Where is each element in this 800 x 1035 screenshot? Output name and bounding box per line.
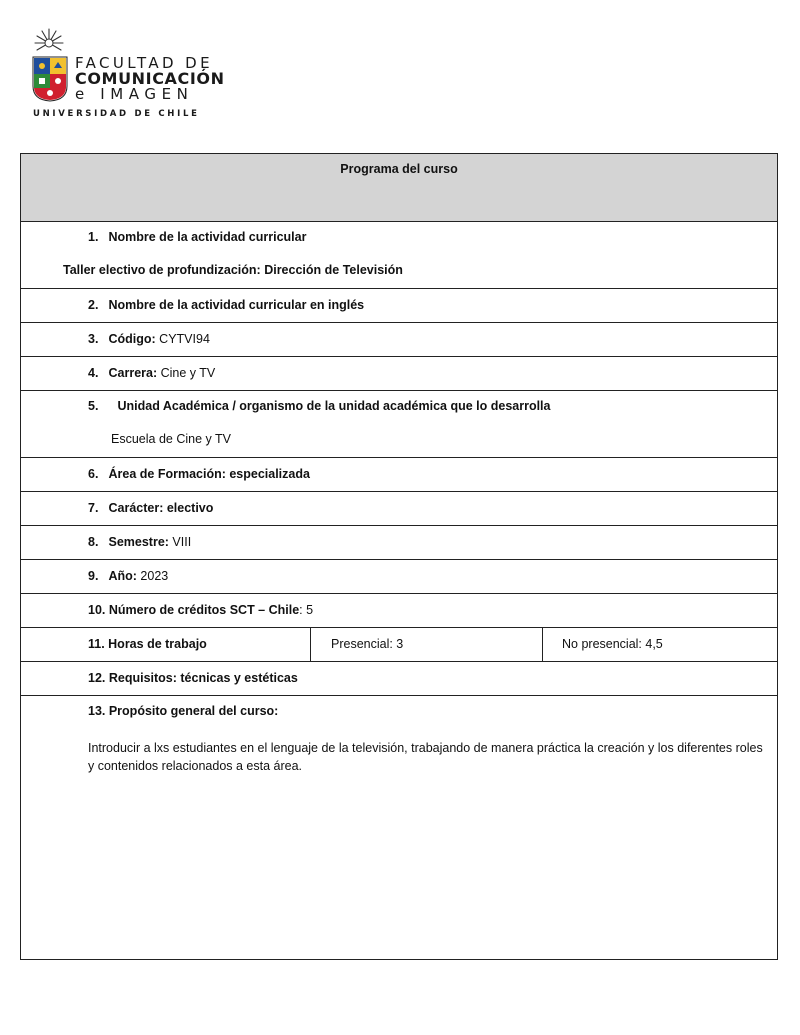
item-number: 6. <box>88 467 99 481</box>
logo-line-image: e IMAGEN <box>75 85 194 103</box>
item-label: Carácter: electivo <box>108 501 214 515</box>
item-label: Nombre de la actividad curricular <box>108 230 307 244</box>
no-presencial-hours: No presencial: 4,5 <box>562 637 663 651</box>
table-title: Programa del curso <box>340 162 458 176</box>
row-character <box>21 492 777 526</box>
row-course-purpose <box>21 696 777 959</box>
item-label: 13. Propósito general del curso: <box>88 704 279 718</box>
item-number: 3. <box>88 332 99 346</box>
logo-line-faculty: FACULTAD DE <box>75 54 213 72</box>
item-label: Semestre: <box>108 535 169 549</box>
item-number: 8. <box>88 535 99 549</box>
row-requirements <box>21 662 777 696</box>
item-number: 7. <box>88 501 99 515</box>
no-presencial-hours-cell <box>543 628 777 661</box>
logo-line-university: UNIVERSIDAD DE CHILE <box>33 109 200 119</box>
row-credits <box>21 594 777 628</box>
item-label: Carrera: <box>108 366 158 380</box>
row-code <box>21 323 777 357</box>
item-value: : 5 <box>299 603 314 617</box>
item-value: Taller electivo de profundización: Dirección de Televisión <box>63 263 403 277</box>
item-number: 4. <box>88 366 99 380</box>
item-label: 10. Número de créditos SCT – Chile <box>88 603 300 617</box>
item-label: 12. Requisitos: técnicas y estéticas <box>88 671 298 685</box>
course-purpose-text: Introducir a lxs estudiantes en el lenguaje de la televisión, trabajando de manera práctica la creación y los diferentes roles y contenidos relacionados a esta área. <box>88 741 763 773</box>
item-label: Código: <box>108 332 156 346</box>
item-label: 11. Horas de trabajo <box>88 637 207 651</box>
presencial-hours: Presencial: 3 <box>331 637 404 651</box>
logo-line-communication: COMUNICACIÓN <box>75 69 225 88</box>
row-activity-name-english <box>21 289 777 323</box>
presencial-hours-cell <box>311 628 543 661</box>
item-value: VIII <box>168 535 192 549</box>
row-academic-unit <box>21 391 777 458</box>
faculty-logo <box>30 28 225 122</box>
item-value: CYTVI94 <box>155 332 210 346</box>
item-label: Año: <box>108 569 137 583</box>
row-career <box>21 357 777 391</box>
item-number: 5. <box>88 399 99 413</box>
item-label: Nombre de la actividad curricular en inglés <box>108 298 365 312</box>
item-value: Cine y TV <box>157 366 216 380</box>
row-formation-area <box>21 458 777 492</box>
row-activity-name <box>21 222 777 289</box>
item-number: 9. <box>88 569 99 583</box>
university-shield-icon <box>32 56 68 102</box>
item-number: 1. <box>88 230 99 244</box>
item-label: Unidad Académica / organismo de la unidad académica que lo desarrolla <box>117 399 551 413</box>
item-label: Área de Formación: especializada <box>108 467 310 481</box>
item-value: Escuela de Cine y TV <box>111 432 231 446</box>
row-year <box>21 560 777 594</box>
table-header-row <box>21 154 777 222</box>
item-number: 2. <box>88 298 99 312</box>
work-hours-label-cell <box>21 628 311 661</box>
item-value: 2023 <box>136 569 169 583</box>
course-program-table <box>20 153 778 960</box>
row-work-hours <box>21 628 777 662</box>
row-semester <box>21 526 777 560</box>
sun-emblem-icon <box>34 28 64 58</box>
